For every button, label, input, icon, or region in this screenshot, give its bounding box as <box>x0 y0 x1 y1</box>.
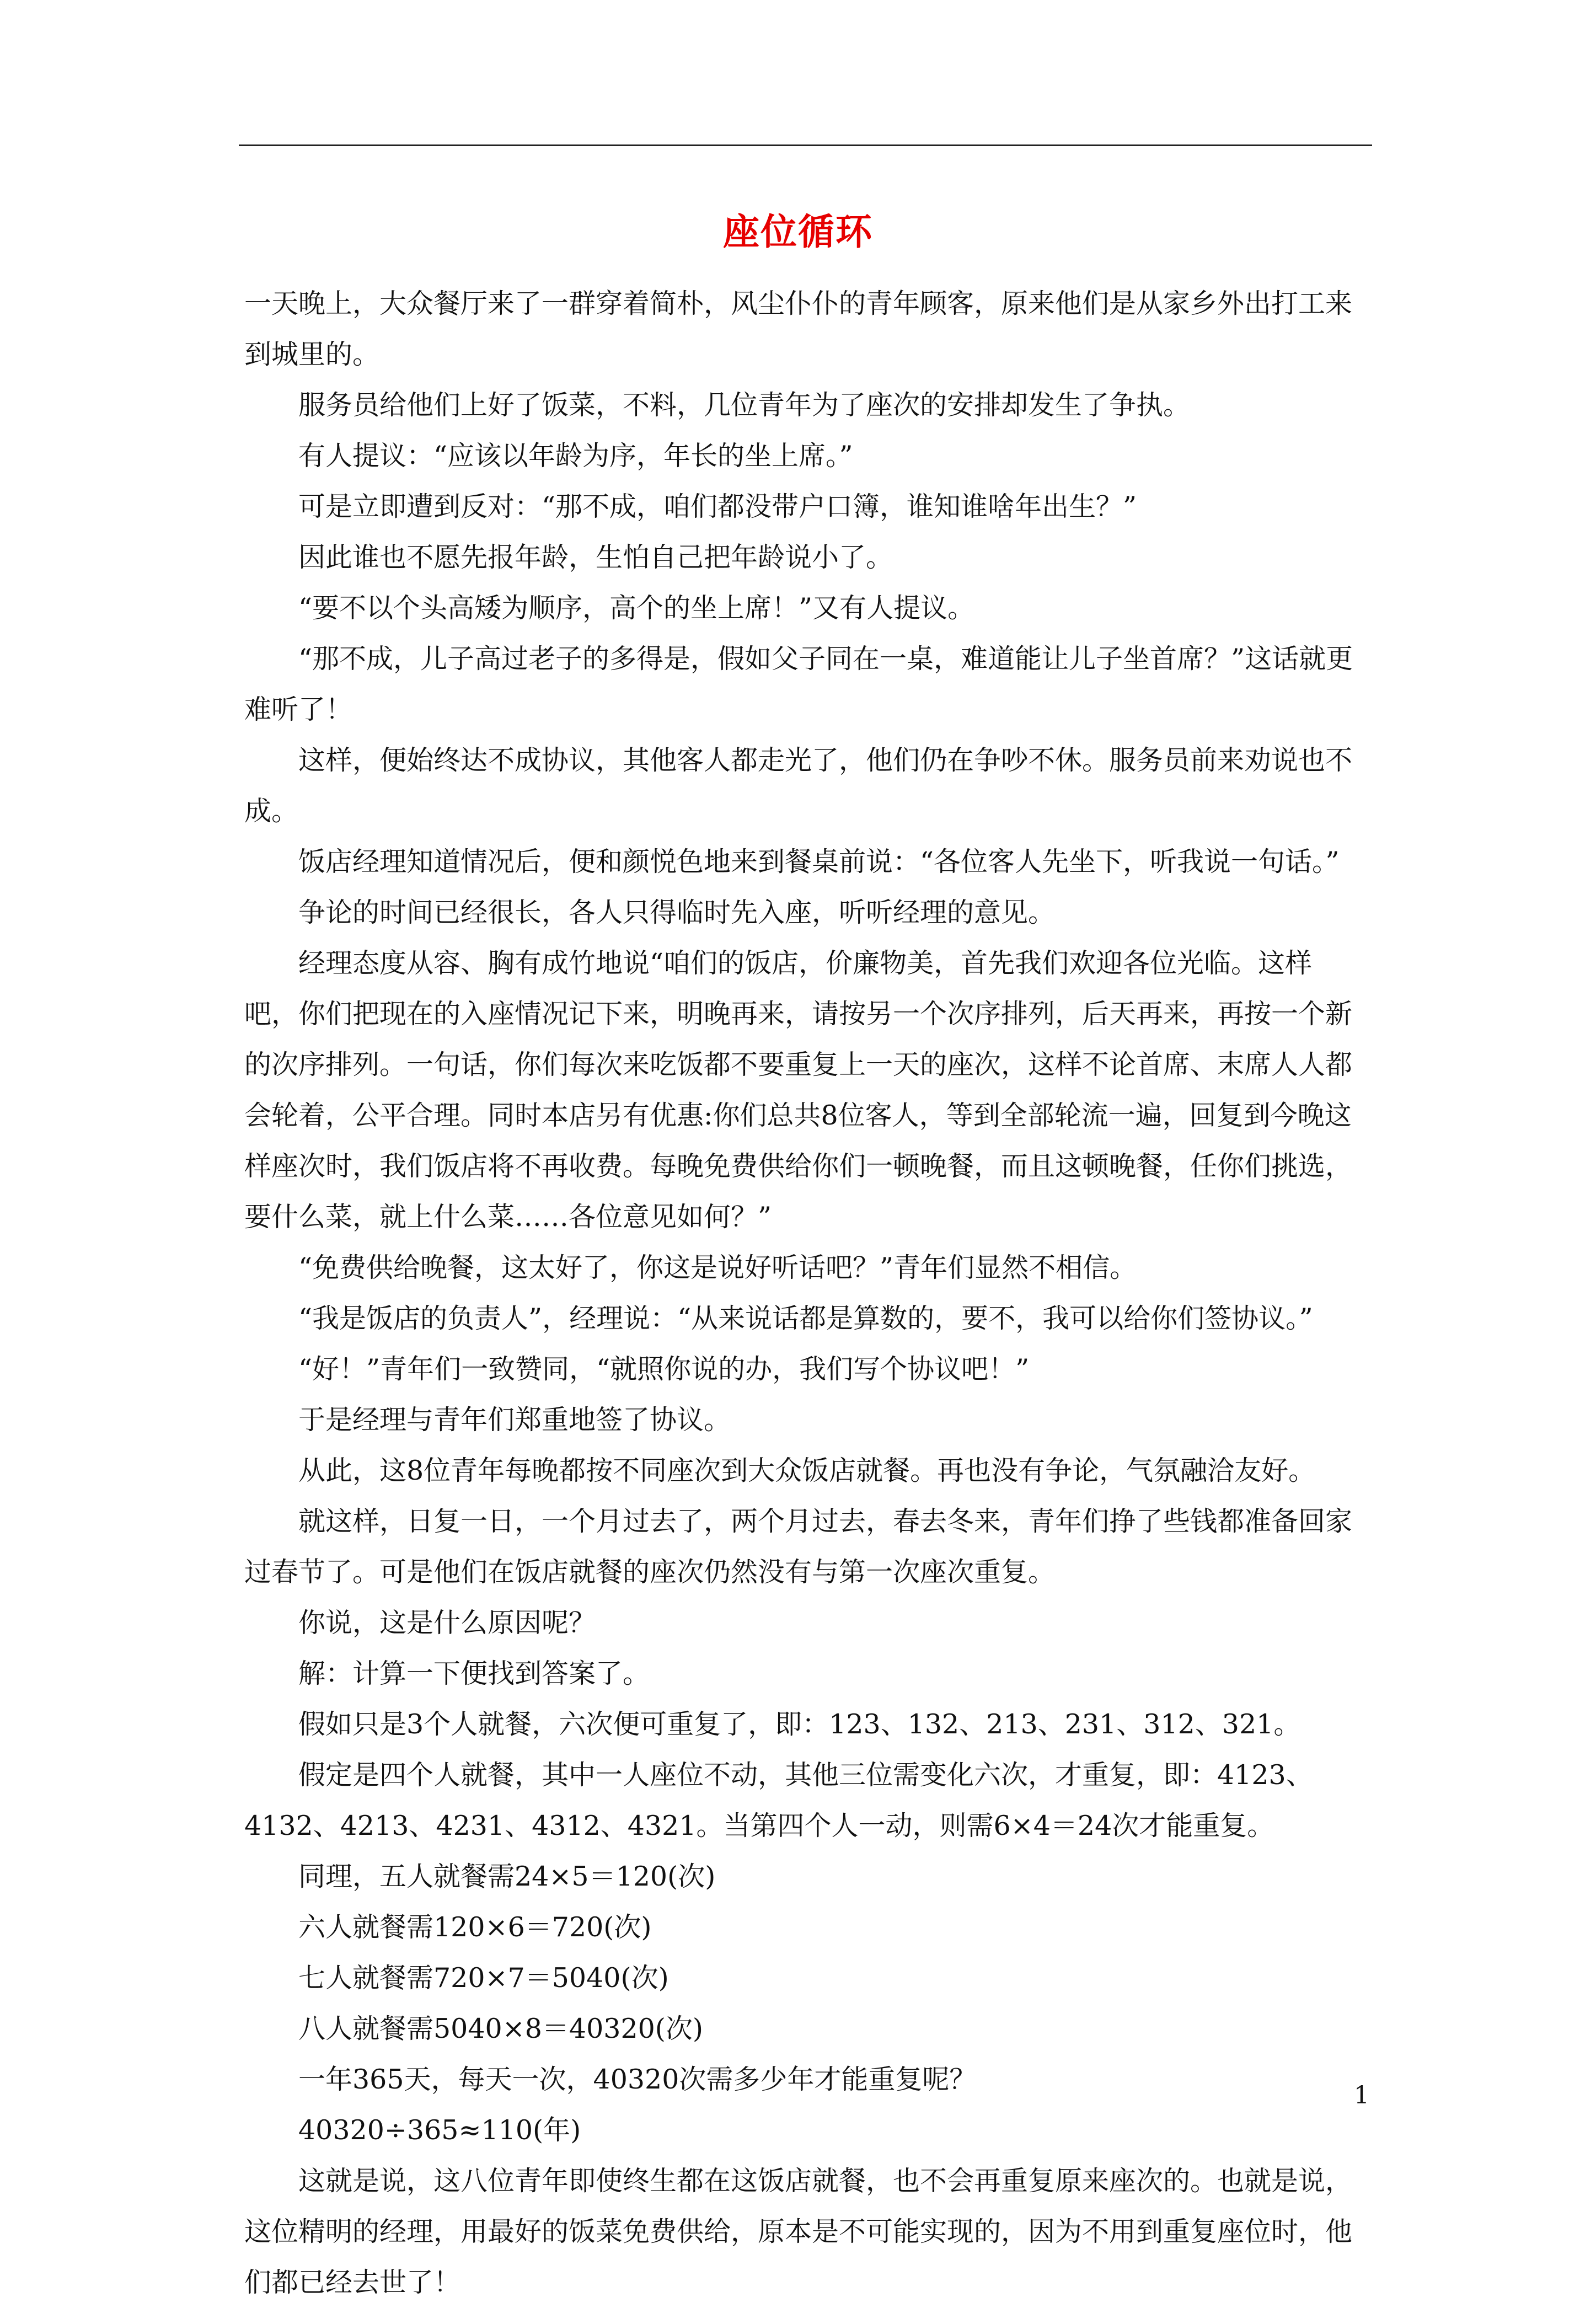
paragraph: 这就是说，这八位青年即使终生都在这饭店就餐，也不会再重复原来座次的。也就是说，这位精明的经理，用最好的饭菜免费供给，原本是不可能实现的，因为不用到重复座位时，他们都已经去世了！ <box>244 2165 1353 2298</box>
paragraph: “好！”青年们一致赞同，“就照你说的办，我们写个协议吧！” <box>298 1353 1030 1385</box>
paragraph: 就这样，日复一日，一个月过去了，两个月过去，春去冬来，青年们挣了些钱都准备回家过春节了。可是他们在饭店就餐的座次仍然没有与第一次座次重复。 <box>244 1506 1353 1588</box>
paragraph: “免费供给晚餐，这太好了，你这是说好听话吧？”青年们显然不相信。 <box>298 1252 1137 1283</box>
paragraph: 八人就餐需5040×8＝40320(次) <box>298 2013 704 2044</box>
paragraph: “那不成，儿子高过老子的多得是，假如父子同在一桌，难道能让儿子坐首席？”这话就更难听了！ <box>244 643 1353 725</box>
paragraph: 一天晚上，大众餐厅来了一群穿着简朴，风尘仆仆的青年顾客，原来他们是从家乡外出打工来到城里的。 <box>244 288 1353 370</box>
page-number: 1 <box>1354 2081 1369 2109</box>
paragraph: 服务员给他们上好了饭菜，不料，几位青年为了座次的安排却发生了争执。 <box>298 389 1191 421</box>
paragraph: 七人就餐需720×7＝5040(次) <box>298 1962 669 1994</box>
paragraph: 争论的时间已经很长，各人只得临时先入座，听听经理的意见。 <box>298 897 1056 928</box>
paragraph: 于是经理与青年们郑重地签了协议。 <box>298 1404 731 1436</box>
paragraph: 一年365天，每天一次，40320次需多少年才能重复呢？ <box>298 2064 977 2095</box>
paragraph: 40320÷365≈110(年) <box>298 2114 581 2146</box>
paragraph: 六人就餐需120×6＝720(次) <box>298 1911 652 1943</box>
document-title: 座位循环 <box>723 210 873 253</box>
paragraph: 解：计算一下便找到答案了。 <box>298 1658 650 1689</box>
paragraph: 假定是四个人就餐，其中一人座位不动，其他三位需变化六次，才重复，即：4123、4132、4213、4231、4312、4321。当第四个人一动，则需6×4＝24次才能重复。 <box>244 1759 1313 1841</box>
paragraph: “我是饭店的负责人”，经理说：“从来说话都是算数的，要不，我可以给你们签协议。” <box>298 1303 1313 1334</box>
paragraph: 可是立即遭到反对：“那不成，咱们都没带户口簿，谁知谁啥年出生？” <box>298 491 1137 522</box>
paragraph: 因此谁也不愿先报年龄，生怕自己把年龄说小了。 <box>298 542 893 573</box>
paragraph: 同理，五人就餐需24×5＝120(次) <box>298 1861 716 1892</box>
paragraph: 这样，便始终达不成协议，其他客人都走光了，他们仍在争吵不休。服务员前来劝说也不成。 <box>244 745 1353 827</box>
paragraph: 你说，这是什么原因呢？ <box>298 1607 596 1638</box>
paragraph: 有人提议：“应该以年龄为序，年长的坐上席。” <box>298 440 853 472</box>
paragraph: 从此，这8位青年每晚都按不同座次到大众饭店就餐。再也没有争论，气氛融洽友好。 <box>298 1455 1316 1486</box>
document-body <box>244 279 1364 2308</box>
paragraph: 经理态度从容、胸有成竹地说“咱们的饭店，价廉物美，首先我们欢迎各位光临。这样吧，你们把现在的入座情况记下来，明晚再来，请按另一个次序排列，后天再来，再按一个新的次序排列。一句话，你们每次来吃饭都不要重复上一天的座次，这样不论首席、末席人人都会轮着，公平合理。同时本店另有优惠:你们总共8位客人，等到全部轮流一遍，回复到今晚这样座次时，我们饭店将不再收费。每晚免费供给你们一顿晚餐，而且这顿晚餐，任你们挑选，要什么菜，就上什么菜……各位意见如何？” <box>244 947 1353 1233</box>
header-rule <box>239 144 1372 146</box>
paragraph: “要不以个头高矮为顺序，高个的坐上席！”又有人提议。 <box>298 592 975 624</box>
paragraph: 饭店经理知道情况后，便和颜悦色地来到餐桌前说：“各位客人先坐下，听我说一句话。” <box>298 846 1340 877</box>
paragraph: 假如只是3个人就餐，六次便可重复了，即：123、132、213、231、312、321。 <box>298 1709 1301 1740</box>
